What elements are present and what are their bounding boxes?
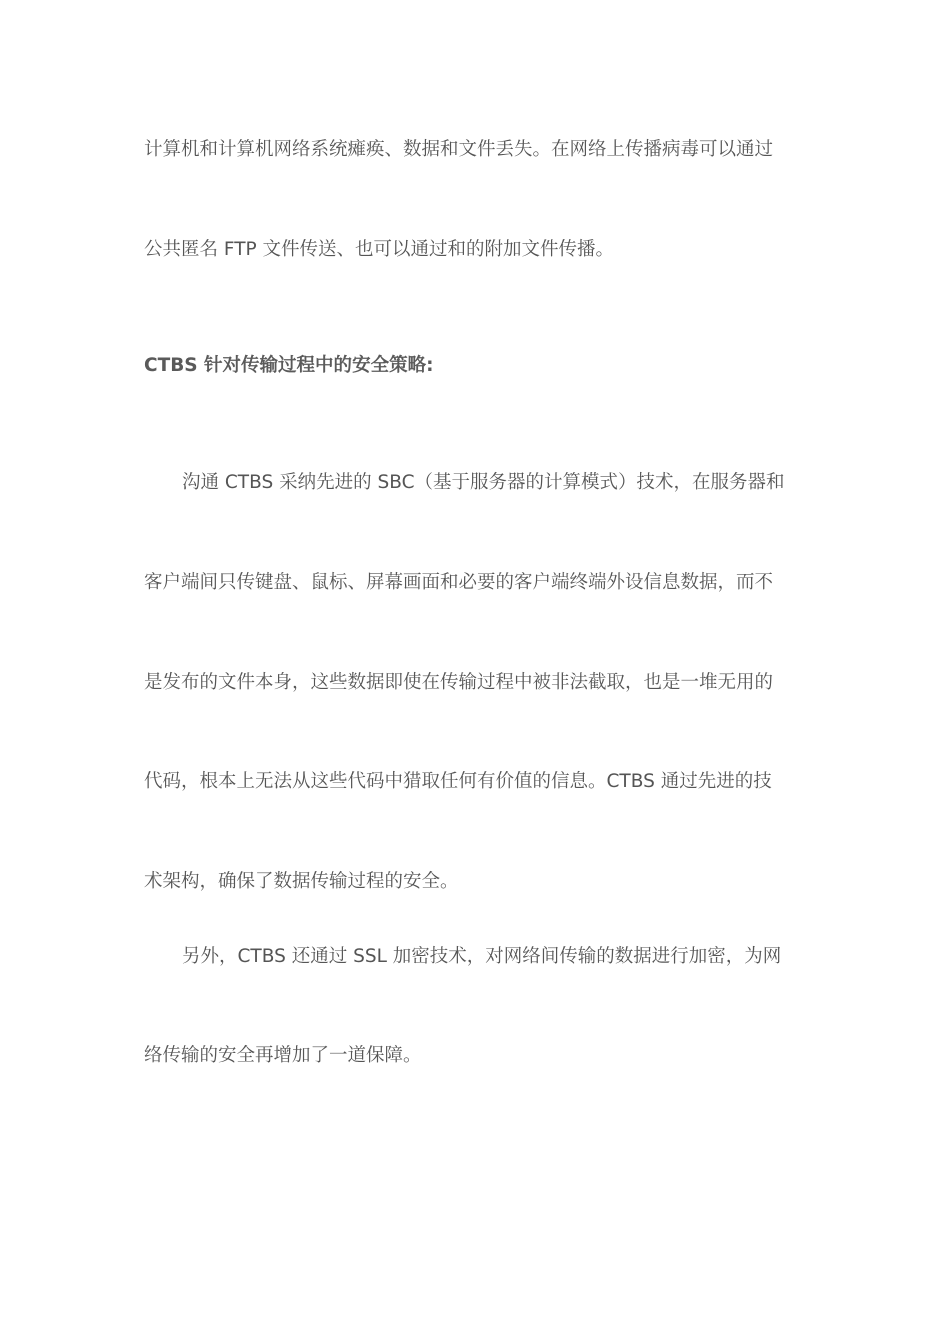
paragraph-2-line-3: 是发布的文件本身，这些数据即使在传输过程中被非法截取，也是一堆无用的: [144, 672, 774, 693]
paragraph-3-line-2: 络传输的安全再增加了一道保障。: [144, 1045, 422, 1066]
paragraph-3-line-1: 另外，CTBS 还通过 SSL 加密技术，对网络间传输的数据进行加密，为网: [182, 946, 782, 967]
paragraph-2-line-5: 术架构，确保了数据传输过程的安全。: [144, 871, 459, 892]
paragraph-2-line-1: 沟通 CTBS 采纳先进的 SBC（基于服务器的计算模式）技术，在服务器和: [182, 472, 785, 493]
paragraph-1-line-2: 公共匿名 FTP 文件传送、也可以通过和的附加文件传播。: [144, 239, 615, 260]
section-heading: CTBS 针对传输过程中的安全策略:: [144, 355, 434, 376]
paragraph-2-line-4: 代码，根本上无法从这些代码中猎取任何有价值的信息。CTBS 通过先进的技: [144, 771, 772, 792]
paragraph-2-line-2: 客户端间只传键盘、鼠标、屏幕画面和必要的客户端终端外设信息数据，而不: [144, 572, 774, 593]
paragraph-1-line-1: 计算机和计算机网络系统瘫痪、数据和文件丢失。在网络上传播病毒可以通过: [144, 139, 774, 160]
